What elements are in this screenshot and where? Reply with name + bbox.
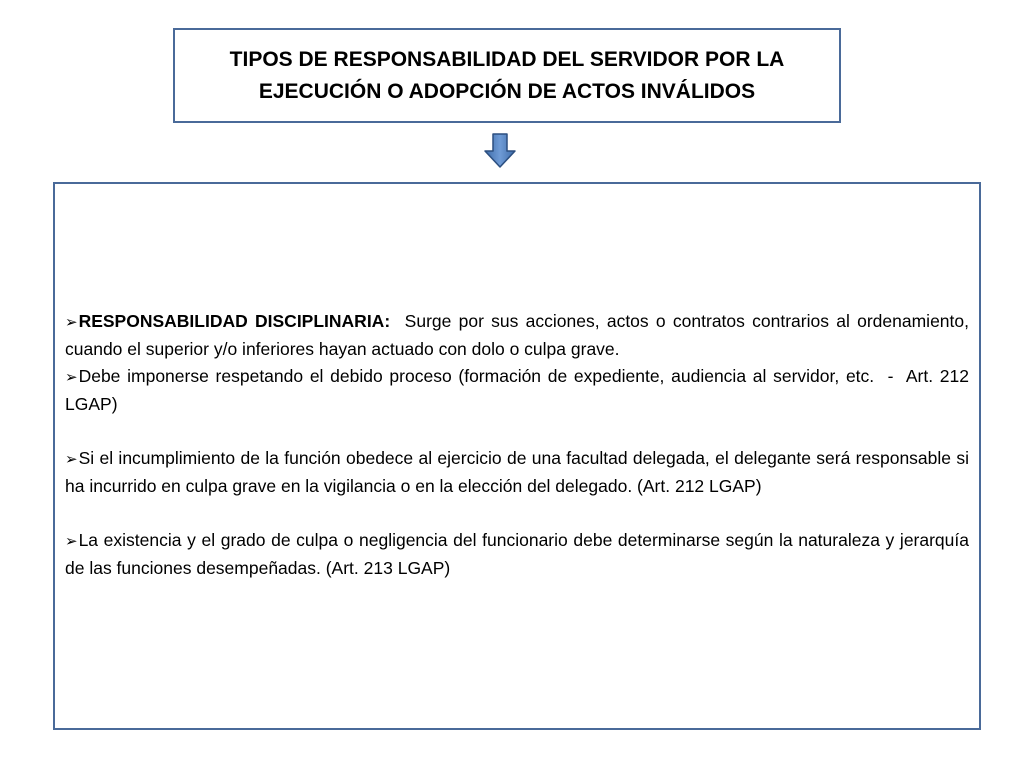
title-line-2: EJECUCIÓN O ADOPCIÓN DE ACTOS INVÁLIDOS	[258, 79, 756, 103]
title-line-1: TIPOS DE RESPONSABILIDAD DEL SERVIDOR POR LA	[229, 47, 785, 71]
arrow-bullet-icon: ➢	[65, 369, 78, 386]
bullet-text: Surge por sus acciones, actos o contratos contrarios al ordenamiento, cuando el superior y/o inferiores hayan actuado con dolo o culpa grave.	[65, 311, 974, 359]
bullet-item-1	[65, 308, 974, 363]
bullet-text: Debe imponerse respetando el debido proceso (formación de expediente, audiencia al servidor, etc. - Art. 212 LGAP)	[65, 366, 974, 414]
spacer	[65, 500, 969, 527]
arrow-bullet-icon: ➢	[65, 451, 78, 468]
arrow-bullet-icon: ➢	[65, 533, 78, 550]
content-text	[65, 308, 974, 582]
bullet-item-3	[65, 445, 969, 500]
bullet-item-2	[65, 363, 974, 418]
bullet-text: La existencia y el grado de culpa o negligencia del funcionario debe determinarse según la naturaleza y jerarquía de las funciones desempeñadas. (Art. 213 LGAP)	[65, 530, 969, 578]
title-box	[173, 28, 841, 123]
arrow-down-icon	[483, 133, 517, 169]
page-title	[192, 44, 822, 108]
spacer	[65, 418, 969, 445]
bullet-text: Si el incumplimiento de la función obedece al ejercicio de una facultad delegada, el delegante será responsable si ha incurrido en culpa grave en la vigilancia o en la elección del delegado. (Art. 212 LGAP)	[65, 448, 969, 496]
content-box	[53, 182, 981, 730]
bullet-item-4	[65, 527, 969, 582]
bullet-heading: RESPONSABILIDAD DISCIPLINARIA:	[78, 311, 391, 331]
arrow-bullet-icon: ➢	[65, 314, 78, 331]
